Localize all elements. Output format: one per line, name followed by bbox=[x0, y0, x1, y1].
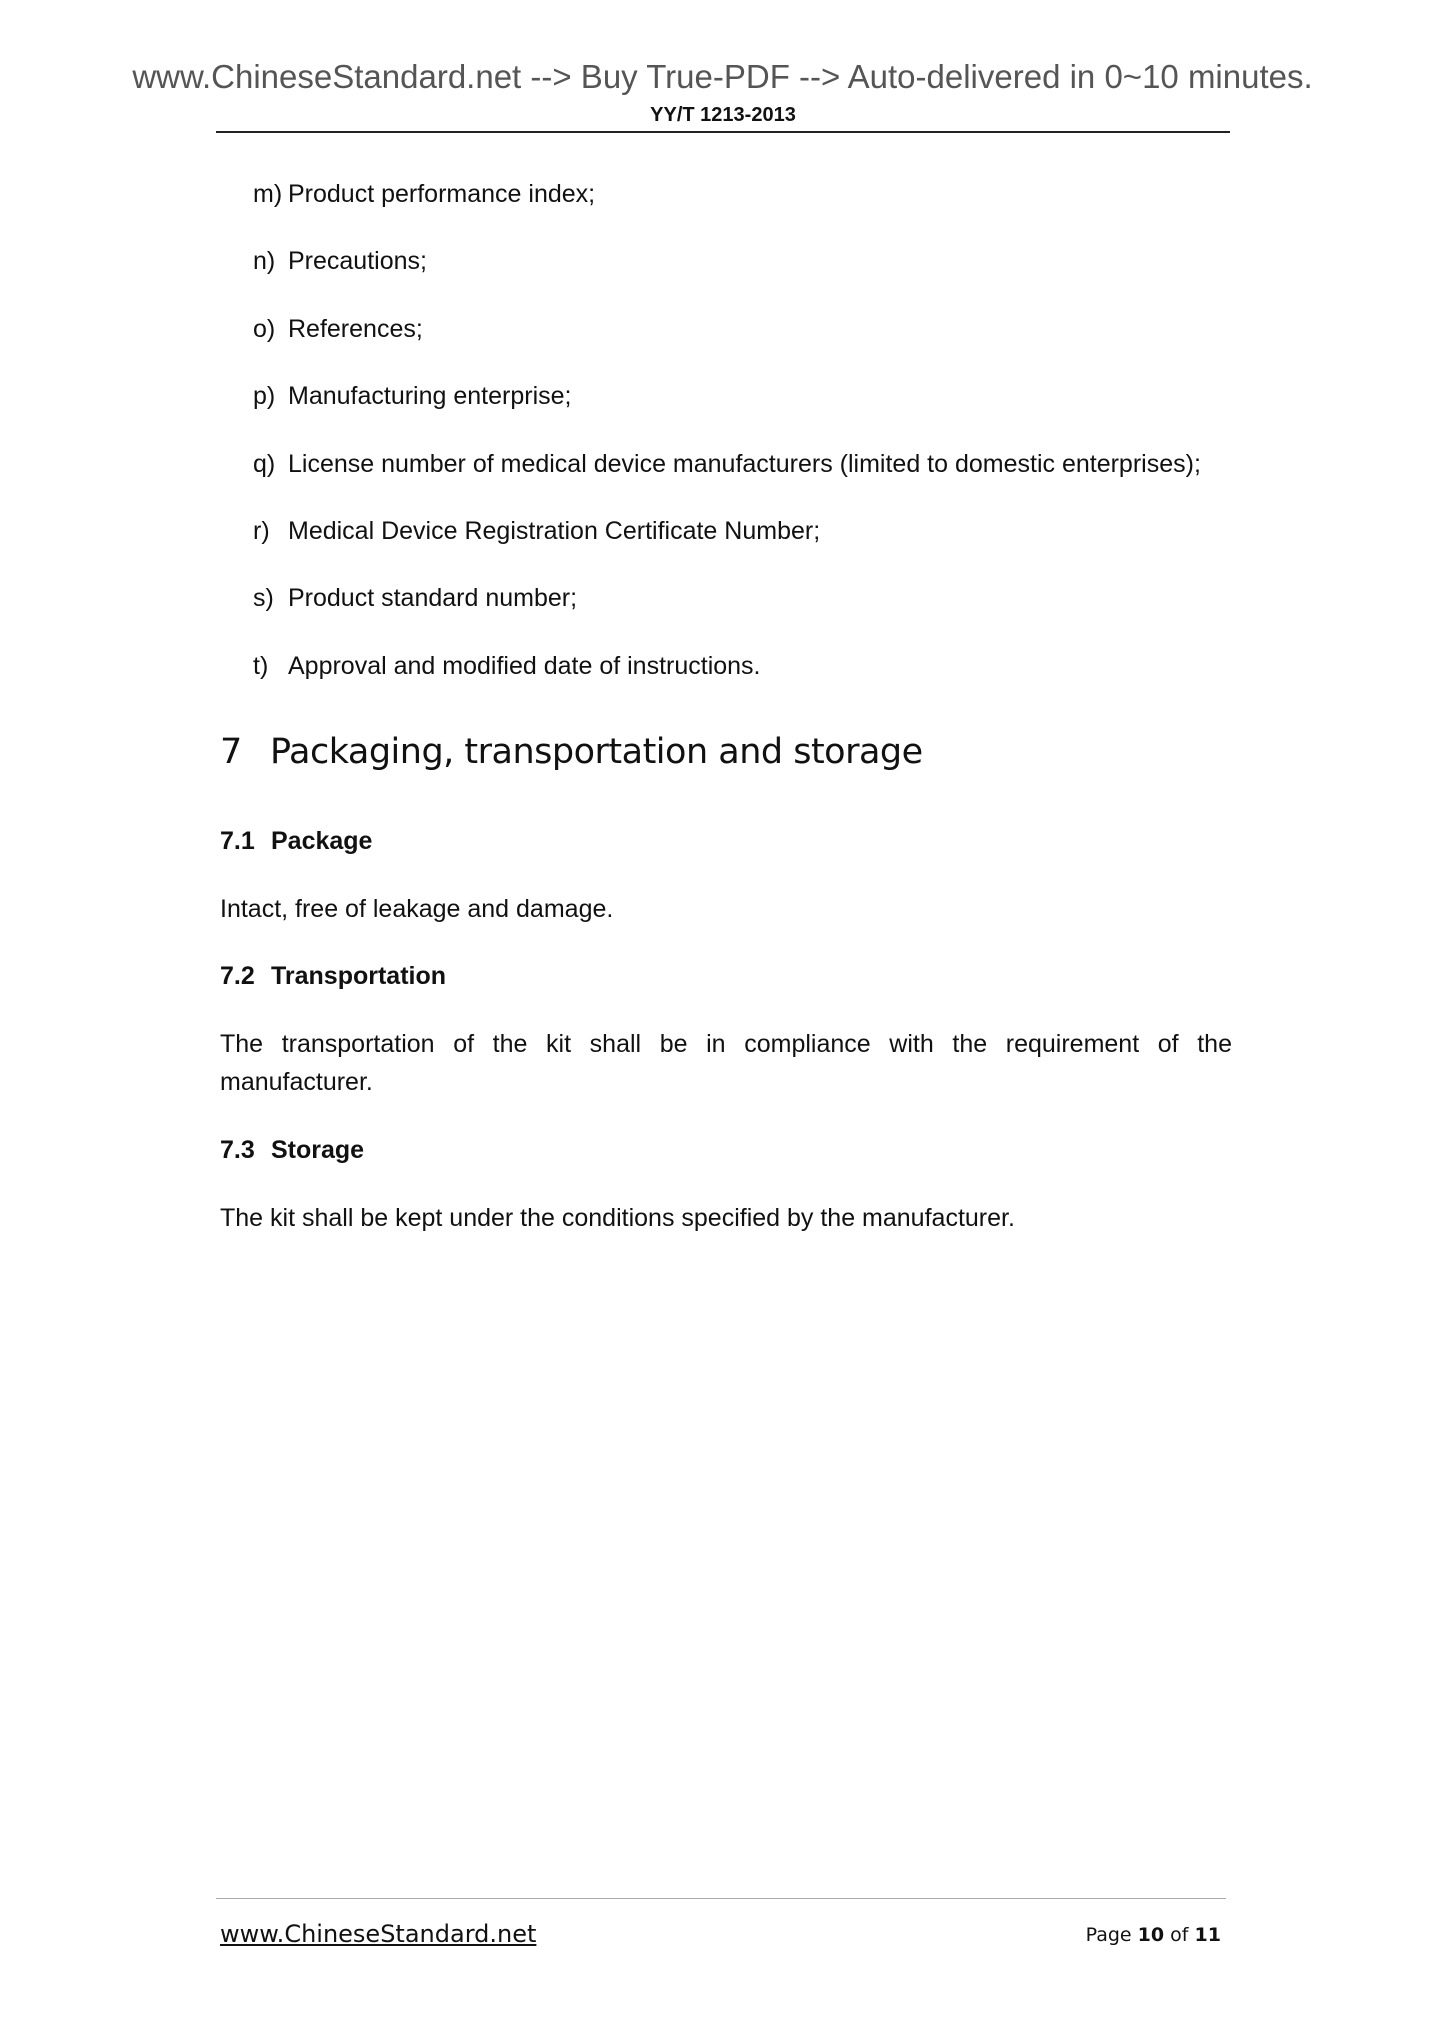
page-number bbox=[1016, 1924, 1221, 1946]
subclause-number: 7.1 bbox=[220, 827, 255, 855]
standard-code: YY/T 1213-2013 bbox=[650, 104, 796, 126]
list-item-text: Precautions; bbox=[288, 247, 427, 276]
package-paragraph: Intact, free of leakage and damage. bbox=[220, 895, 614, 923]
list-item bbox=[253, 176, 1201, 243]
page-total: 11 bbox=[1194, 1924, 1221, 1946]
list-item-text: Approval and modified date of instructions. bbox=[288, 651, 761, 680]
subclause-title: Storage bbox=[271, 1136, 365, 1164]
list-item bbox=[253, 580, 1201, 647]
storage-paragraph: The kit shall be kept under the conditions specified by the manufacturer. bbox=[220, 1204, 1015, 1232]
list-item-text: License number of medical device manufacturers (limited to domestic enterprises); bbox=[288, 449, 1201, 478]
subclause-title: Transportation bbox=[271, 962, 447, 990]
list-item bbox=[253, 513, 1201, 580]
of-word: of bbox=[1170, 1924, 1189, 1946]
list-marker: t) bbox=[253, 651, 269, 680]
page-current: 10 bbox=[1137, 1924, 1165, 1946]
list-item bbox=[253, 648, 1201, 715]
list-marker: m) bbox=[253, 180, 283, 208]
subclause-heading-transportation bbox=[220, 958, 446, 994]
list-item-text: References; bbox=[288, 314, 423, 343]
list-marker: p) bbox=[253, 382, 276, 411]
list-item-text: Product standard number; bbox=[288, 584, 578, 613]
subclause-heading-storage bbox=[220, 1132, 364, 1168]
page-word: Page bbox=[1085, 1924, 1132, 1946]
clause-title: Packaging, transportation and storage bbox=[270, 732, 923, 772]
list-marker: q) bbox=[253, 449, 276, 478]
transportation-paragraph: The transportation of the kit shall be in compliance with the requirement of the manufacturer. bbox=[220, 1030, 1232, 1096]
site-banner: www.ChineseStandard.net --> Buy True-PDF --> Auto-delivered in 0~10 minutes. bbox=[132, 58, 1313, 95]
footer-site-link[interactable]: www.ChineseStandard.net bbox=[220, 1920, 537, 1948]
clause-heading bbox=[220, 730, 923, 774]
list-item bbox=[253, 378, 1201, 445]
list-item-text: Product performance index; bbox=[288, 180, 596, 208]
subclause-number: 7.3 bbox=[220, 1136, 255, 1164]
list-item bbox=[253, 311, 1201, 378]
list-item-text: Manufacturing enterprise; bbox=[288, 382, 572, 411]
header-divider bbox=[216, 131, 1230, 133]
list-item bbox=[253, 243, 1201, 310]
list-marker: o) bbox=[253, 314, 276, 343]
footer-divider bbox=[216, 1898, 1226, 1899]
subclause-number: 7.2 bbox=[220, 962, 255, 990]
list-item bbox=[253, 446, 1201, 513]
list-marker: n) bbox=[253, 247, 276, 276]
list-marker: s) bbox=[253, 584, 274, 613]
instruction-contents-list bbox=[253, 176, 1201, 715]
subclause-heading-package bbox=[220, 823, 372, 859]
clause-number: 7 bbox=[220, 732, 242, 772]
list-marker: r) bbox=[253, 516, 270, 545]
list-item-text: Medical Device Registration Certificate Number; bbox=[288, 516, 821, 545]
subclause-title: Package bbox=[271, 827, 373, 855]
